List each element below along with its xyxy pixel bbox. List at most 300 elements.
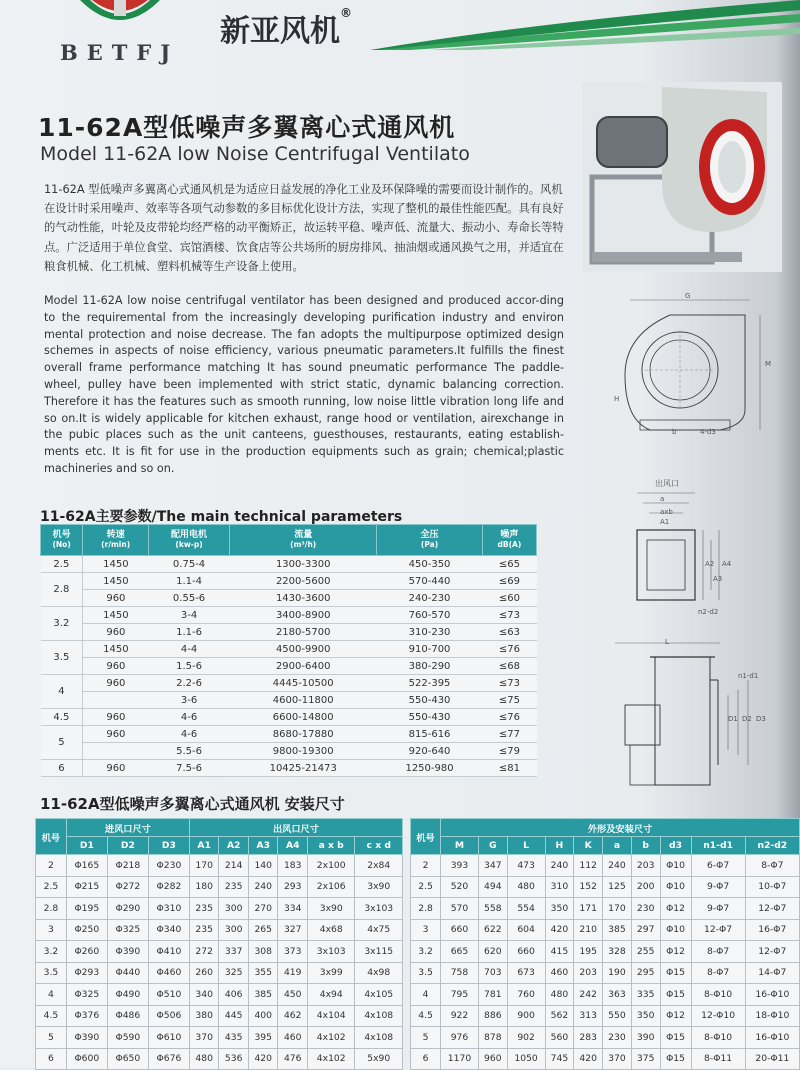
table-cell: Φ165: [66, 855, 107, 877]
table-cell: 2.5: [411, 876, 441, 898]
table-cell: 4x75: [355, 919, 403, 941]
table-cell: 400: [248, 1005, 278, 1027]
table-cell: 1430-3600: [230, 590, 377, 607]
table-cell: 480: [189, 1048, 219, 1070]
front-view-diagram: [610, 635, 780, 800]
table-cell: 462: [278, 1005, 308, 1027]
table-cell: 18-Φ10: [745, 1005, 799, 1027]
table-cell: 310-230: [377, 624, 482, 641]
header-en: dB(A): [497, 540, 522, 549]
table-cell: Φ218: [107, 855, 148, 877]
table-cell: 760: [507, 984, 545, 1006]
table-cell: 3.2: [36, 941, 67, 963]
table-cell: 3-6: [149, 692, 230, 709]
machine-no: 2.5: [41, 556, 83, 573]
table-row: [411, 941, 800, 963]
table-cell: ≤76: [482, 641, 536, 658]
column-header: M: [441, 837, 479, 855]
dim-label-d3: 4-d3: [700, 428, 716, 436]
title-cn: 11-62A型低噪声多翼离心式通风机: [38, 113, 456, 142]
table-cell: 380: [189, 1005, 219, 1027]
table-cell: 1.1-4: [149, 573, 230, 590]
params-header: [149, 525, 230, 556]
table-cell: 3.5: [411, 962, 441, 984]
table-cell: 1450: [83, 573, 149, 590]
table-cell: 960: [83, 726, 149, 743]
table-row: [41, 556, 537, 573]
table-row: [411, 1005, 800, 1027]
table-cell: 745: [545, 1048, 574, 1070]
table-row: [36, 1027, 403, 1049]
dim-label-n1d1: n1-d1: [738, 672, 759, 680]
table-cell: 3x103: [355, 898, 403, 920]
table-cell: 2x84: [355, 855, 403, 877]
table-cell: 310: [545, 876, 574, 898]
table-cell: 255: [631, 941, 660, 963]
title-en: Model 11-62A low Noise Centrifugal Ventilato: [40, 143, 470, 165]
table-cell: 152: [574, 876, 603, 898]
table-cell: ≤76: [482, 709, 536, 726]
table-cell: 560: [545, 1027, 574, 1049]
table-cell: 460: [545, 962, 574, 984]
machine-no: 3.5: [41, 641, 83, 675]
header-en: (r/min): [101, 540, 131, 549]
table-row: [36, 1048, 403, 1070]
table-cell: 3400-8900: [230, 607, 377, 624]
table-row: [411, 984, 800, 1006]
table-cell: Φ10: [660, 876, 691, 898]
table-cell: 4x104: [307, 1005, 354, 1027]
table-cell: Φ510: [148, 984, 189, 1006]
dim-label-d2: D2: [742, 715, 752, 723]
table-row: [41, 675, 537, 692]
dim-label-h: H: [614, 395, 620, 403]
header-en: (m³/h): [290, 540, 317, 549]
table-cell: Φ440: [107, 962, 148, 984]
table-cell: 886: [478, 1005, 507, 1027]
header-cn: 机号: [52, 530, 71, 540]
dim-label-a2: A2: [705, 560, 715, 568]
table-cell: 4-6: [149, 726, 230, 743]
header-cn: 全压: [420, 530, 439, 540]
column-header: D3: [148, 837, 189, 855]
table-cell: 5.5-6: [149, 743, 230, 760]
table-row: [41, 607, 537, 624]
column-header: a x b: [307, 837, 354, 855]
table-cell: 480: [545, 984, 574, 1006]
table-cell: ≤81: [482, 760, 536, 777]
table-cell: 0.75-4: [149, 556, 230, 573]
table-cell: 8-Φ10: [691, 1027, 745, 1049]
table-cell: 550-430: [377, 692, 482, 709]
header-cn: 噪声: [500, 530, 519, 540]
table-cell: 4: [411, 984, 441, 1006]
table-cell: 363: [603, 984, 632, 1006]
table-cell: 8-Φ7: [691, 962, 745, 984]
table-cell: 230: [631, 898, 660, 920]
column-header: D1: [66, 837, 107, 855]
column-header: A1: [189, 837, 219, 855]
table-cell: Φ15: [660, 1027, 691, 1049]
table-cell: 140: [248, 855, 278, 877]
table-cell: 420: [574, 1048, 603, 1070]
table-cell: 4x105: [355, 984, 403, 1006]
table-cell: Φ15: [660, 984, 691, 1006]
table-cell: 4x108: [355, 1005, 403, 1027]
column-header: n2-d2: [745, 837, 799, 855]
group-inlet: 进风口尺寸: [66, 819, 189, 837]
table-cell: 480: [507, 876, 545, 898]
table-cell: 327: [278, 919, 308, 941]
table-cell: 4x98: [355, 962, 403, 984]
table-cell: 340: [189, 984, 219, 1006]
table-cell: 6600-14800: [230, 709, 377, 726]
table-cell: 3: [411, 919, 441, 941]
table-cell: 2.8: [411, 898, 441, 920]
table-cell: 420: [545, 919, 574, 941]
table-cell: 1450: [83, 556, 149, 573]
table-cell: 393: [441, 855, 479, 877]
machine-no: 3.2: [41, 607, 83, 641]
table-cell: 9-Φ7: [691, 876, 745, 898]
table-cell: 2x100: [307, 855, 354, 877]
table-cell: 1250-980: [377, 760, 482, 777]
table-cell: 5: [36, 1027, 67, 1049]
fan-photo: [582, 82, 782, 272]
table-cell: 760-570: [377, 607, 482, 624]
table-cell: 570-440: [377, 573, 482, 590]
table-cell: 325: [219, 962, 249, 984]
header-cn: 转速: [106, 530, 125, 540]
table-cell: 450: [278, 984, 308, 1006]
table-cell: 570: [441, 898, 479, 920]
params-header: [41, 525, 83, 556]
table-cell: 190: [603, 962, 632, 984]
table-cell: 5x90: [355, 1048, 403, 1070]
description-en: Model 11-62A low noise centrifugal ventilator has been designed and produced accor-ding to the requiremental from the increasingly developing purification industry and environ mental protection and noise decrease. The fan adopts the multipurpose optimized design schemes in aspects of noise efficiency, various pneumatic parameters.It fulfills the finest overall frame performance matching It has sound pneumatic performance The paddle-wheel, pulley have been implemented with strict static, dynamic balancing correction. Therefore it has the features such as smooth running, low noise little vibration long life and so on.It is widely applicable for kitchen exhaust, range hood or ventilation, airexchange in the pubic places such as the unit canteens, guesthouses, restaurants, eating establish-ments etc. It is fit for use in the production equipments such as grain; chemical;plastic machineries and so on.: [44, 294, 564, 475]
table-cell: 620: [478, 941, 507, 963]
dim-label-g: G: [685, 292, 691, 300]
column-header: G: [478, 837, 507, 855]
table-cell: 337: [219, 941, 249, 963]
column-header: A2: [219, 837, 249, 855]
table-cell: 8-Φ7: [745, 855, 799, 877]
table-row: [411, 1027, 800, 1049]
table-cell: 2x106: [307, 876, 354, 898]
table-cell: Φ15: [660, 1048, 691, 1070]
table-row: [36, 1005, 403, 1027]
dim-label-a4: A4: [722, 560, 732, 568]
table-cell: 170: [603, 898, 632, 920]
table-cell: 4.5: [411, 1005, 441, 1027]
dim-label-n2d2: n2-d2: [698, 608, 719, 616]
table-cell: 7.5-6: [149, 760, 230, 777]
table-cell: Φ506: [148, 1005, 189, 1027]
table-row: [411, 962, 800, 984]
table-row: [36, 855, 403, 877]
table-cell: Φ12: [660, 898, 691, 920]
table-cell: 604: [507, 919, 545, 941]
dim-label-d1: D1: [728, 715, 738, 723]
table-cell: 8-Φ11: [691, 1048, 745, 1070]
table-cell: 2.2-6: [149, 675, 230, 692]
table-cell: 6: [36, 1048, 67, 1070]
table-cell: 2: [411, 855, 441, 877]
dim-label-axb: axb: [660, 508, 673, 516]
table-row: [41, 709, 537, 726]
table-cell: 10-Φ7: [745, 876, 799, 898]
table-cell: 920-640: [377, 743, 482, 760]
table-cell: Φ390: [66, 1027, 107, 1049]
params-header: [377, 525, 482, 556]
table-cell: 520: [441, 876, 479, 898]
dim-label-d3b: D3: [756, 715, 766, 723]
table-cell: 16-Φ10: [745, 1027, 799, 1049]
table-cell: 355: [248, 962, 278, 984]
table-cell: Φ325: [66, 984, 107, 1006]
table-cell: 665: [441, 941, 479, 963]
table-cell: 171: [574, 898, 603, 920]
table-cell: [83, 692, 149, 709]
table-row: [36, 962, 403, 984]
table-cell: 395: [248, 1027, 278, 1049]
table-cell: 476: [278, 1048, 308, 1070]
table-cell: 4.5: [36, 1005, 67, 1027]
dim-label-a: a: [660, 495, 665, 503]
table-cell: 3-4: [149, 607, 230, 624]
table-cell: Φ282: [148, 876, 189, 898]
table-cell: 8-Φ7: [691, 941, 745, 963]
table-cell: 758: [441, 962, 479, 984]
table-cell: 125: [603, 876, 632, 898]
table-cell: 550: [603, 1005, 632, 1027]
table-row: [41, 658, 537, 675]
table-cell: 6-Φ7: [691, 855, 745, 877]
table-cell: 1300-3300: [230, 556, 377, 573]
table-cell: ≤60: [482, 590, 536, 607]
table-cell: Φ260: [66, 941, 107, 963]
table-cell: Φ650: [107, 1048, 148, 1070]
table-row: [411, 898, 800, 920]
table-row: [36, 941, 403, 963]
table-cell: 960: [83, 658, 149, 675]
table-cell: 6: [411, 1048, 441, 1070]
table-cell: 295: [631, 962, 660, 984]
table-cell: 240-230: [377, 590, 482, 607]
column-header: L: [507, 837, 545, 855]
table-row: [411, 1048, 800, 1070]
table-cell: 902: [507, 1027, 545, 1049]
group-outlet: 出风口尺寸: [189, 819, 402, 837]
table-cell: 210: [574, 919, 603, 941]
table-cell: 4x108: [355, 1027, 403, 1049]
table-cell: Φ290: [107, 898, 148, 920]
table-cell: Φ10: [660, 919, 691, 941]
machine-no: 4: [41, 675, 83, 709]
table-cell: 922: [441, 1005, 479, 1027]
table-row: [36, 898, 403, 920]
table-row: [36, 876, 403, 898]
table-cell: 795: [441, 984, 479, 1006]
table-cell: 1050: [507, 1048, 545, 1070]
brand-name-cn: 新亚风机®: [220, 6, 352, 49]
params-header: [230, 525, 377, 556]
table-cell: 878: [478, 1027, 507, 1049]
table-cell: 3x90: [307, 898, 354, 920]
table-cell: 2900-6400: [230, 658, 377, 675]
table-cell: ≤75: [482, 692, 536, 709]
table-cell: 350: [631, 1005, 660, 1027]
table-cell: ≤68: [482, 658, 536, 675]
table-cell: 272: [189, 941, 219, 963]
table-cell: 12-Φ7: [745, 898, 799, 920]
header-en: (No): [52, 540, 71, 549]
table-cell: 5: [411, 1027, 441, 1049]
table-row: [41, 760, 537, 777]
table-row: [36, 984, 403, 1006]
table-cell: 473: [507, 855, 545, 877]
table-cell: 385: [248, 984, 278, 1006]
table-cell: 558: [478, 898, 507, 920]
table-cell: 419: [278, 962, 308, 984]
table-cell: 293: [278, 876, 308, 898]
table-cell: Φ486: [107, 1005, 148, 1027]
table-cell: 283: [574, 1027, 603, 1049]
table-cell: 4x102: [307, 1048, 354, 1070]
dim-label-a1: A1: [660, 518, 670, 526]
table-cell: 622: [478, 919, 507, 941]
table-cell: 390: [631, 1027, 660, 1049]
table-cell: 335: [631, 984, 660, 1006]
header-en: (kw-p): [175, 540, 203, 549]
table-cell: 12-Φ7: [691, 919, 745, 941]
params-table: [40, 524, 537, 777]
table-cell: 9800-19300: [230, 743, 377, 760]
table-cell: 900: [507, 1005, 545, 1027]
table-cell: 0.55-6: [149, 590, 230, 607]
table-cell: 240: [603, 855, 632, 877]
table-row: [41, 743, 537, 760]
table-cell: 1450: [83, 641, 149, 658]
table-cell: ≤65: [482, 556, 536, 573]
column-header: c x d: [355, 837, 403, 855]
install-title: 11-62A型低噪声多翼离心式通风机 安装尺寸: [40, 795, 345, 813]
column-header: d3: [660, 837, 691, 855]
table-row: [41, 726, 537, 743]
table-cell: 3x90: [355, 876, 403, 898]
table-cell: 960: [83, 675, 149, 692]
table-cell: 170: [189, 855, 219, 877]
dim-label-m: M: [765, 360, 772, 368]
table-cell: ≤73: [482, 607, 536, 624]
column-header: A4: [278, 837, 308, 855]
col-no: 机号: [411, 819, 441, 855]
table-cell: 328: [603, 941, 632, 963]
table-cell: Φ15: [660, 962, 691, 984]
column-header: A3: [248, 837, 278, 855]
table-row: [411, 855, 800, 877]
machine-no: 6: [41, 760, 83, 777]
table-cell: Φ390: [107, 941, 148, 963]
table-cell: Φ600: [66, 1048, 107, 1070]
table-cell: ≤79: [482, 743, 536, 760]
table-cell: Φ12: [660, 1005, 691, 1027]
table-row: [41, 590, 537, 607]
table-row: [41, 624, 537, 641]
table-row: [41, 573, 537, 590]
table-cell: 910-700: [377, 641, 482, 658]
install-inlet-outlet-table: [35, 818, 403, 1070]
table-cell: 1.1-6: [149, 624, 230, 641]
table-cell: 4500-9900: [230, 641, 377, 658]
table-cell: 415: [545, 941, 574, 963]
table-cell: 112: [574, 855, 603, 877]
description-cn: 11-62A 型低噪声多翼离心式通风机是为适应日益发展的净化工业及环保降噪的需要而设计制作的。风机在设计时采用噪声、效率等各项气动参数的多目标优化设计方法，实现了整机的最佳性能匹配。具有良好的气动性能，叶轮及皮带轮均经严格的动平衡矫正，故运转平稳、噪声低、流量大、振动小、寿命长等特点。广泛适用于单位食堂、宾馆酒楼、饮食店等公共场所的厨房排风、抽油烟或通风换气之用，并适宜在粮食机械、化工机械、塑料机械等生产设备上使用。: [44, 183, 564, 273]
table-cell: Φ230: [148, 855, 189, 877]
params-header: [482, 525, 536, 556]
table-cell: 976: [441, 1027, 479, 1049]
dim-label-a3: A3: [713, 575, 723, 583]
table-cell: 420: [248, 1048, 278, 1070]
table-cell: 203: [631, 855, 660, 877]
table-cell: 673: [507, 962, 545, 984]
table-cell: 8-Φ10: [691, 984, 745, 1006]
col-no: 机号: [36, 819, 67, 855]
table-cell: 554: [507, 898, 545, 920]
dim-label-l: L: [665, 638, 669, 646]
table-cell: 960: [478, 1048, 507, 1070]
table-cell: 562: [545, 1005, 574, 1027]
table-row: [411, 876, 800, 898]
table-cell: 2.5: [36, 876, 67, 898]
table-cell: 536: [219, 1048, 249, 1070]
table-cell: 703: [478, 962, 507, 984]
table-cell: 195: [574, 941, 603, 963]
table-cell: 214: [219, 855, 249, 877]
betfj-logo-icon: [70, 0, 170, 40]
table-cell: 460: [278, 1027, 308, 1049]
table-cell: 406: [219, 984, 249, 1006]
outlet-diagram: [625, 475, 740, 625]
table-cell: 450-350: [377, 556, 482, 573]
column-header: K: [574, 837, 603, 855]
table-cell: 14-Φ7: [745, 962, 799, 984]
table-cell: 522-395: [377, 675, 482, 692]
table-cell: 270: [248, 898, 278, 920]
table-cell: 203: [574, 962, 603, 984]
table-cell: 4x68: [307, 919, 354, 941]
table-cell: 235: [219, 876, 249, 898]
table-cell: 12-Φ7: [745, 941, 799, 963]
table-cell: Φ376: [66, 1005, 107, 1027]
table-cell: 660: [441, 919, 479, 941]
table-cell: 4x94: [307, 984, 354, 1006]
table-cell: 3: [36, 919, 67, 941]
table-cell: 1450: [83, 607, 149, 624]
table-cell: 960: [83, 624, 149, 641]
group-outer: 外形及安装尺寸: [441, 819, 800, 837]
table-cell: 200: [631, 876, 660, 898]
table-cell: Φ215: [66, 876, 107, 898]
table-cell: Φ610: [148, 1027, 189, 1049]
table-cell: 3x103: [307, 941, 354, 963]
table-cell: 550-430: [377, 709, 482, 726]
table-row: [41, 692, 537, 709]
table-cell: 2180-5700: [230, 624, 377, 641]
table-cell: 260: [189, 962, 219, 984]
table-cell: Φ293: [66, 962, 107, 984]
table-cell: 960: [83, 760, 149, 777]
